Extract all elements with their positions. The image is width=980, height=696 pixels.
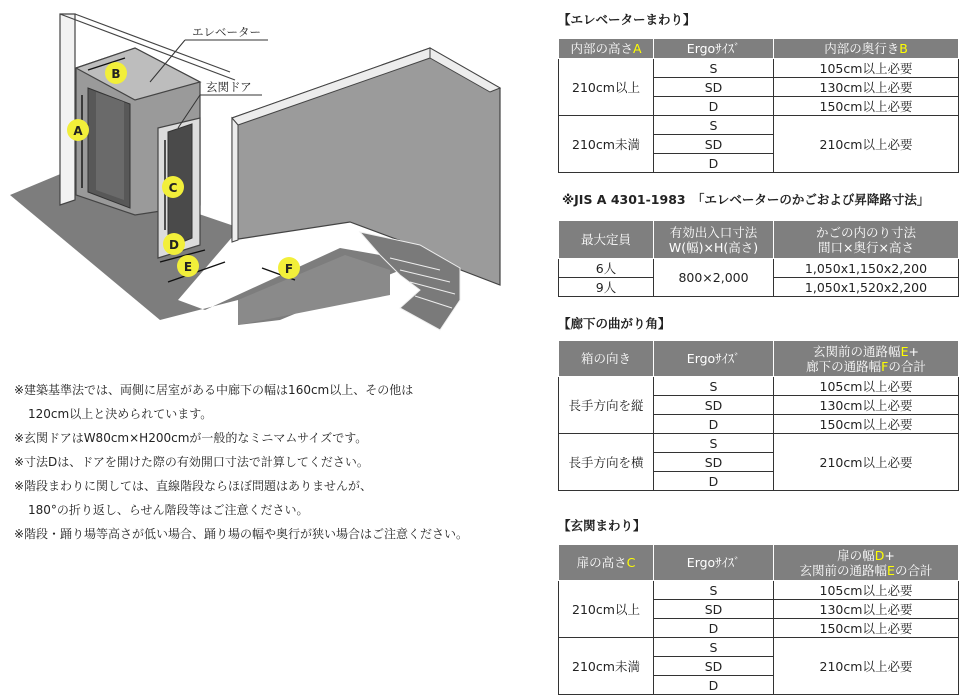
table-header-row: [559, 341, 959, 377]
header-door-height: 扉の高さC: [559, 545, 654, 581]
door-size-cell: 800×2,000: [654, 259, 774, 297]
table-header-row: [559, 39, 959, 59]
table-row: [559, 638, 959, 657]
capacity-cell: 9人: [559, 278, 654, 297]
notes: [14, 378, 534, 546]
size-cell: SD: [654, 78, 774, 97]
value-cell: 105cm以上必要: [774, 59, 959, 78]
size-cell: S: [654, 638, 774, 657]
group-label: 長手方向を縦: [559, 377, 654, 434]
corridor-section-title: 【廊下の曲がり角】: [558, 316, 671, 331]
note-line: ※建築基準法では、両側に居室がある中廊下の幅は160cm以上、その他は: [14, 383, 414, 397]
value-cell: 130cm以上必要: [774, 78, 959, 97]
header-max-capacity: 最大定員: [559, 221, 654, 259]
note-line: ※玄関ドアはW80cm×H200cmが一般的なミニマムサイズです。: [14, 431, 368, 445]
size-cell: SD: [654, 453, 774, 472]
value-cell: 150cm以上必要: [774, 415, 959, 434]
table-row: [559, 434, 959, 453]
floor-plan-illustration: [0, 0, 540, 340]
cab-size-cell: 1,050x1,520x2,200: [774, 278, 959, 297]
value-cell: 130cm以上必要: [774, 600, 959, 619]
value-cell: 150cm以上必要: [774, 619, 959, 638]
elevator-label: エレベーター: [192, 25, 261, 39]
size-cell: D: [654, 676, 774, 695]
elevator-section-title: 【エレベーターまわり】: [558, 12, 696, 27]
corridor-table: [558, 340, 959, 491]
group-label: 210cm以上: [559, 59, 654, 116]
note-line: 120cm以上と決められています。: [28, 407, 213, 421]
marker-d-letter: D: [169, 238, 179, 252]
size-cell: S: [654, 116, 774, 135]
note-line: ※階段まわりに関しては、直線階段ならほぼ問題はありませんが、: [14, 479, 373, 493]
note-line: 180°の折り返し、らせん階段等はご注意ください。: [28, 503, 309, 517]
size-cell: D: [654, 154, 774, 173]
size-cell: SD: [654, 600, 774, 619]
header-ergo-size: Ergoｻｲｽﾞ: [654, 341, 774, 377]
left-wall: [60, 14, 75, 205]
header-ergo-size: Ergoｻｲｽﾞ: [654, 39, 774, 59]
right-wall: [232, 48, 500, 285]
size-cell: S: [654, 581, 774, 600]
header-ergo-size: Ergoｻｲｽﾞ: [654, 545, 774, 581]
marker-b-letter: B: [111, 67, 121, 81]
table-row: [559, 581, 959, 600]
size-cell: SD: [654, 396, 774, 415]
size-cell: SD: [654, 135, 774, 154]
size-cell: S: [654, 59, 774, 78]
entrance-door-label: 玄関ドア: [206, 80, 252, 94]
note-line: ※寸法Dは、ドアを開けた際の有効開口寸法で計算してください。: [14, 455, 369, 469]
value-cell: 130cm以上必要: [774, 396, 959, 415]
jis-note: ※JIS A 4301-1983 「エレベーターのかごおよび昇降路寸法」: [562, 192, 930, 207]
table-row: [559, 377, 959, 396]
value-cell: 210cm以上必要: [774, 638, 959, 695]
size-cell: SD: [654, 657, 774, 676]
header-inner-height: 内部の高さA: [559, 39, 654, 59]
size-cell: D: [654, 97, 774, 116]
table-header-row: [559, 221, 959, 259]
table-header-row: [559, 545, 959, 581]
group-label: 210cm以上: [559, 581, 654, 638]
entrance-table: [558, 544, 959, 695]
jis-table: [558, 220, 959, 297]
header-cab-size: かごの内のり寸法 間口×奥行×高さ: [774, 221, 959, 259]
value-cell: 210cm以上必要: [774, 434, 959, 491]
header-door-passage-sum: 扉の幅D+ 玄関前の通路幅Eの合計: [774, 545, 959, 581]
marker-f-letter: F: [284, 262, 294, 276]
marker-a-letter: A: [73, 124, 83, 138]
elevator-table: [558, 38, 959, 173]
header-door-size: 有効出入口寸法 W(幅)×H(高さ): [654, 221, 774, 259]
size-cell: S: [654, 434, 774, 453]
group-label: 210cm未満: [559, 638, 654, 695]
group-label: 長手方向を横: [559, 434, 654, 491]
header-box-orientation: 箱の向き: [559, 341, 654, 377]
size-cell: S: [654, 377, 774, 396]
size-cell: D: [654, 415, 774, 434]
table-row: [559, 59, 959, 78]
header-inner-depth: 内部の奥行きB: [774, 39, 959, 59]
table-row: [559, 259, 959, 278]
capacity-cell: 6人: [559, 259, 654, 278]
size-cell: D: [654, 619, 774, 638]
value-cell: 105cm以上必要: [774, 377, 959, 396]
cab-size-cell: 1,050x1,150x2,200: [774, 259, 959, 278]
size-cell: D: [654, 472, 774, 491]
value-cell: 210cm以上必要: [774, 116, 959, 173]
marker-e-letter: E: [183, 260, 193, 274]
value-cell: 105cm以上必要: [774, 581, 959, 600]
marker-c-letter: C: [168, 181, 178, 195]
table-row: [559, 116, 959, 135]
elevator-door: [96, 92, 124, 200]
value-cell: 150cm以上必要: [774, 97, 959, 116]
note-line: ※階段・踊り場等高さが低い場合、踊り場の幅や奥行が狭い場合はご注意ください。: [14, 527, 469, 541]
group-label: 210cm未満: [559, 116, 654, 173]
entrance-section-title: 【玄関まわり】: [558, 518, 646, 533]
header-passage-width-sum: 玄関前の通路幅E+ 廊下の通路幅Fの合計: [774, 341, 959, 377]
